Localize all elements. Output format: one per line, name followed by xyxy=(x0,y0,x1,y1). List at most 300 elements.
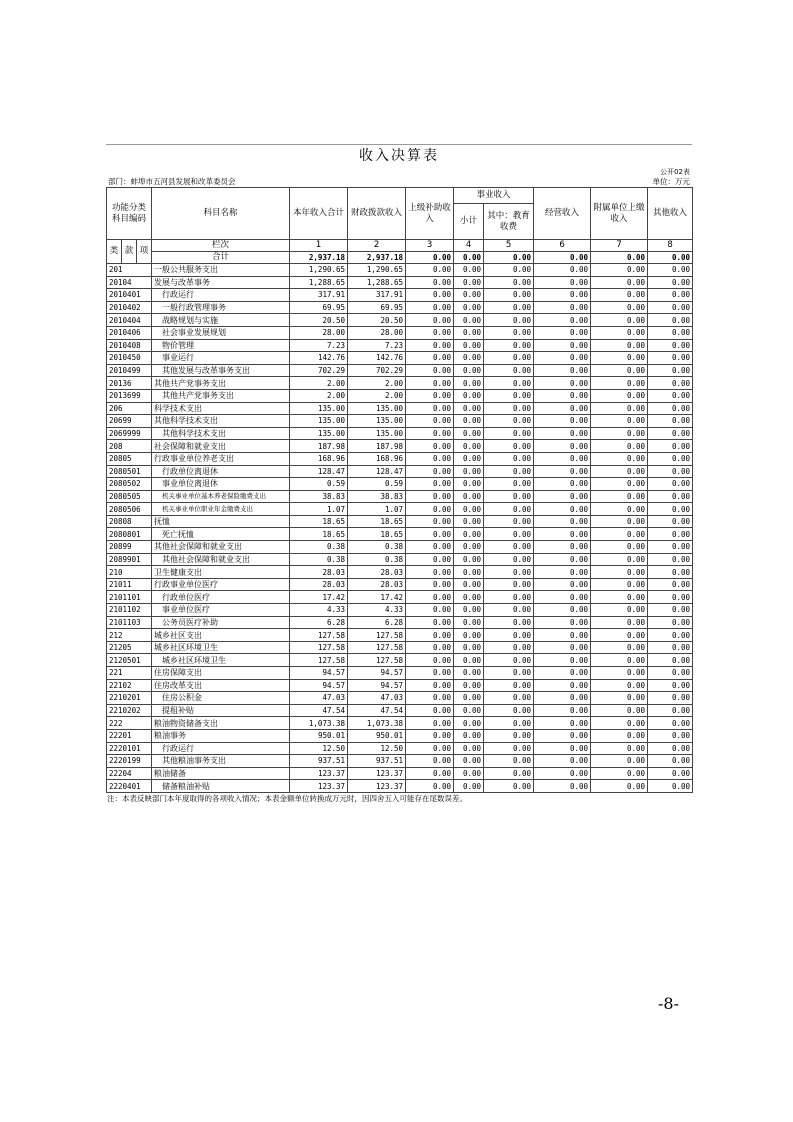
row-value: 0.00 xyxy=(534,490,591,503)
row-value: 6.28 xyxy=(290,616,348,629)
row-value: 0.00 xyxy=(406,616,454,629)
row-value: 0.00 xyxy=(484,679,534,692)
row-value: 0.00 xyxy=(591,616,648,629)
row-value: 142.76 xyxy=(290,352,348,365)
row-value: 0.00 xyxy=(591,326,648,339)
row-value: 702.29 xyxy=(290,364,348,377)
row-value: 0.00 xyxy=(406,440,454,453)
row-code: 212 xyxy=(107,629,152,642)
row-value: 12.50 xyxy=(290,742,348,755)
row-value: 0.00 xyxy=(406,729,454,742)
row-code: 201 xyxy=(107,264,152,277)
row-value: 0.00 xyxy=(454,301,484,314)
row-value: 47.54 xyxy=(290,704,348,717)
header-name: 科目名称 xyxy=(152,188,290,240)
table-row xyxy=(107,289,693,302)
row-value: 0.00 xyxy=(454,276,484,289)
row-value: 0.00 xyxy=(648,314,693,327)
row-value: 0.00 xyxy=(591,641,648,654)
row-name: 社会保障和就业支出 xyxy=(152,440,290,453)
header-column-label: 栏次 xyxy=(152,240,290,252)
row-name: 其他科学技术支出 xyxy=(152,415,290,428)
row-value: 18.65 xyxy=(290,528,348,541)
row-value: 0.00 xyxy=(591,704,648,717)
row-code: 20104 xyxy=(107,276,152,289)
row-value: 950.01 xyxy=(290,729,348,742)
total-value: 0.00 xyxy=(406,252,454,264)
row-value: 135.00 xyxy=(348,402,406,415)
table-row xyxy=(107,389,693,402)
table-row xyxy=(107,654,693,667)
row-code: 21011 xyxy=(107,578,152,591)
row-value: 0.00 xyxy=(454,289,484,302)
row-value: 0.00 xyxy=(484,402,534,415)
total-value: 0.00 xyxy=(454,252,484,264)
row-value: 0.00 xyxy=(534,465,591,478)
row-value: 0.00 xyxy=(591,415,648,428)
row-value: 0.00 xyxy=(406,641,454,654)
row-value: 0.00 xyxy=(534,780,591,793)
row-value: 0.00 xyxy=(648,301,693,314)
row-value: 69.95 xyxy=(290,301,348,314)
row-value: 135.00 xyxy=(290,427,348,440)
row-value: 28.03 xyxy=(290,566,348,579)
meta-row xyxy=(106,177,692,187)
table-row xyxy=(107,415,693,428)
row-value: 47.03 xyxy=(290,692,348,705)
header-superior: 上级补助收入 xyxy=(406,188,454,240)
row-code: 20808 xyxy=(107,515,152,528)
row-value: 127.58 xyxy=(348,654,406,667)
row-value: 135.00 xyxy=(348,415,406,428)
row-value: 0.00 xyxy=(406,339,454,352)
table-row xyxy=(107,729,693,742)
row-value: 0.00 xyxy=(406,301,454,314)
row-value: 0.00 xyxy=(591,301,648,314)
table-row xyxy=(107,490,693,503)
row-code: 22204 xyxy=(107,767,152,780)
row-value: 0.00 xyxy=(591,364,648,377)
row-value: 0.00 xyxy=(454,440,484,453)
row-value: 0.00 xyxy=(534,604,591,617)
col-number: 2 xyxy=(348,240,406,252)
row-value: 0.00 xyxy=(591,440,648,453)
row-name: 事业运行 xyxy=(152,352,290,365)
header-business-subtotal: 小计 xyxy=(454,204,484,240)
row-value: 123.37 xyxy=(290,780,348,793)
header-business-group: 事业收入 xyxy=(454,188,534,204)
row-value: 0.00 xyxy=(484,553,534,566)
total-value: 0.00 xyxy=(591,252,648,264)
row-value: 0.00 xyxy=(406,352,454,365)
row-value: 0.00 xyxy=(534,591,591,604)
row-name: 战略规划与实施 xyxy=(152,314,290,327)
row-value: 0.00 xyxy=(591,692,648,705)
row-value: 0.00 xyxy=(406,566,454,579)
row-value: 0.00 xyxy=(406,415,454,428)
row-value: 0.00 xyxy=(454,704,484,717)
row-value: 0.00 xyxy=(591,578,648,591)
table-row xyxy=(107,377,693,390)
total-value: 0.00 xyxy=(648,252,693,264)
row-code: 2210201 xyxy=(107,692,152,705)
row-value: 0.00 xyxy=(484,289,534,302)
row-value: 94.57 xyxy=(290,667,348,680)
row-value: 1,073.38 xyxy=(290,717,348,730)
table-row xyxy=(107,301,693,314)
row-value: 0.00 xyxy=(648,729,693,742)
row-value: 0.00 xyxy=(454,729,484,742)
table-row xyxy=(107,276,693,289)
row-value: 0.00 xyxy=(454,352,484,365)
row-value: 12.50 xyxy=(348,742,406,755)
table-row xyxy=(107,339,693,352)
row-name: 住房保障支出 xyxy=(152,667,290,680)
row-value: 0.00 xyxy=(648,478,693,491)
row-value: 0.00 xyxy=(454,452,484,465)
table-row xyxy=(107,692,693,705)
row-value: 0.00 xyxy=(534,289,591,302)
row-value: 0.00 xyxy=(484,704,534,717)
row-value: 0.00 xyxy=(648,541,693,554)
row-value: 0.00 xyxy=(591,755,648,768)
row-value: 0.00 xyxy=(484,503,534,516)
col-number: 5 xyxy=(484,240,534,252)
row-value: 0.00 xyxy=(454,679,484,692)
row-value: 0.00 xyxy=(534,402,591,415)
row-value: 0.00 xyxy=(454,566,484,579)
row-value: 0.00 xyxy=(454,616,484,629)
row-value: 0.00 xyxy=(454,692,484,705)
table-row xyxy=(107,629,693,642)
row-value: 128.47 xyxy=(348,465,406,478)
row-value: 0.00 xyxy=(534,767,591,780)
row-name: 科学技术支出 xyxy=(152,402,290,415)
row-value: 317.91 xyxy=(290,289,348,302)
table-row xyxy=(107,742,693,755)
row-value: 0.00 xyxy=(454,604,484,617)
row-value: 0.00 xyxy=(406,478,454,491)
row-value: 0.00 xyxy=(534,389,591,402)
row-code: 2080502 xyxy=(107,478,152,491)
row-value: 17.42 xyxy=(348,591,406,604)
row-value: 0.00 xyxy=(534,478,591,491)
row-value: 0.00 xyxy=(406,503,454,516)
row-value: 0.00 xyxy=(454,326,484,339)
table-row xyxy=(107,427,693,440)
row-value: 0.00 xyxy=(484,616,534,629)
row-value: 47.54 xyxy=(348,704,406,717)
row-value: 0.00 xyxy=(454,528,484,541)
row-name: 事业单位医疗 xyxy=(152,604,290,617)
row-value: 94.57 xyxy=(348,679,406,692)
row-value: 123.37 xyxy=(290,767,348,780)
row-value: 94.57 xyxy=(348,667,406,680)
row-value: 0.00 xyxy=(406,264,454,277)
row-code: 2080801 xyxy=(107,528,152,541)
row-value: 0.00 xyxy=(534,503,591,516)
row-value: 0.00 xyxy=(648,503,693,516)
row-value: 94.57 xyxy=(290,679,348,692)
table-row xyxy=(107,767,693,780)
row-value: 0.00 xyxy=(454,742,484,755)
row-value: 0.00 xyxy=(534,352,591,365)
row-value: 0.00 xyxy=(454,654,484,667)
row-name: 粮油物资储备支出 xyxy=(152,717,290,730)
row-name: 行政单位离退休 xyxy=(152,465,290,478)
row-value: 0.00 xyxy=(484,301,534,314)
row-name: 其他社会保障和就业支出 xyxy=(152,553,290,566)
row-value: 0.00 xyxy=(484,604,534,617)
row-value: 937.51 xyxy=(290,755,348,768)
row-value: 0.00 xyxy=(534,704,591,717)
row-value: 0.00 xyxy=(648,755,693,768)
row-value: 1.07 xyxy=(290,503,348,516)
header-business-edu: 其中：教育收费 xyxy=(484,204,534,240)
row-value: 0.00 xyxy=(454,389,484,402)
row-code: 2089901 xyxy=(107,553,152,566)
table-row xyxy=(107,264,693,277)
row-value: 0.00 xyxy=(648,289,693,302)
row-code: 2080505 xyxy=(107,490,152,503)
row-value: 0.00 xyxy=(534,641,591,654)
table-row xyxy=(107,591,693,604)
row-value: 0.00 xyxy=(591,465,648,478)
row-value: 0.00 xyxy=(484,541,534,554)
row-value: 0.00 xyxy=(591,339,648,352)
row-code: 2010450 xyxy=(107,352,152,365)
row-value: 0.00 xyxy=(648,389,693,402)
row-value: 18.65 xyxy=(290,515,348,528)
row-value: 0.00 xyxy=(648,629,693,642)
row-value: 0.00 xyxy=(454,364,484,377)
row-value: 0.00 xyxy=(484,717,534,730)
row-name: 其他社会保障和就业支出 xyxy=(152,541,290,554)
row-name: 城乡社区环境卫生 xyxy=(152,641,290,654)
row-value: 0.00 xyxy=(406,377,454,390)
row-value: 47.03 xyxy=(348,692,406,705)
row-value: 0.00 xyxy=(648,415,693,428)
row-value: 0.00 xyxy=(484,465,534,478)
row-value: 0.59 xyxy=(348,478,406,491)
row-value: 0.00 xyxy=(591,352,648,365)
row-value: 0.00 xyxy=(534,717,591,730)
row-value: 0.00 xyxy=(648,440,693,453)
row-code: 221 xyxy=(107,667,152,680)
row-value: 0.00 xyxy=(648,339,693,352)
row-value: 0.00 xyxy=(406,490,454,503)
row-value: 0.00 xyxy=(484,415,534,428)
row-value: 0.00 xyxy=(648,704,693,717)
row-value: 0.00 xyxy=(454,591,484,604)
row-value: 1,290.65 xyxy=(348,264,406,277)
page-number: -8- xyxy=(658,994,679,1013)
row-value: 0.00 xyxy=(648,452,693,465)
row-value: 4.33 xyxy=(348,604,406,617)
row-name: 住房改革支出 xyxy=(152,679,290,692)
row-value: 0.00 xyxy=(406,667,454,680)
row-value: 0.00 xyxy=(591,742,648,755)
table-row xyxy=(107,755,693,768)
row-value: 0.00 xyxy=(454,314,484,327)
row-value: 135.00 xyxy=(348,427,406,440)
header-affiliate: 附属单位上缴收入 xyxy=(591,188,648,240)
row-value: 38.83 xyxy=(290,490,348,503)
row-value: 1,290.65 xyxy=(290,264,348,277)
row-value: 0.00 xyxy=(591,389,648,402)
table-row xyxy=(107,541,693,554)
row-code: 20805 xyxy=(107,452,152,465)
row-value: 0.00 xyxy=(406,578,454,591)
row-value: 0.00 xyxy=(406,755,454,768)
row-value: 0.00 xyxy=(484,742,534,755)
row-code: 22102 xyxy=(107,679,152,692)
row-value: 0.00 xyxy=(454,490,484,503)
header-class: 类 xyxy=(107,240,122,264)
row-value: 0.00 xyxy=(484,528,534,541)
row-value: 0.00 xyxy=(406,767,454,780)
row-value: 0.00 xyxy=(648,654,693,667)
row-value: 0.00 xyxy=(534,755,591,768)
row-code: 22201 xyxy=(107,729,152,742)
row-value: 0.00 xyxy=(648,717,693,730)
row-value: 0.00 xyxy=(534,566,591,579)
row-name: 行政单位医疗 xyxy=(152,591,290,604)
row-name: 粮油事务 xyxy=(152,729,290,742)
row-value: 0.00 xyxy=(648,377,693,390)
row-value: 0.00 xyxy=(591,314,648,327)
row-value: 0.00 xyxy=(648,616,693,629)
row-value: 0.00 xyxy=(591,679,648,692)
row-value: 0.00 xyxy=(648,490,693,503)
row-code: 2220401 xyxy=(107,780,152,793)
row-code: 2120501 xyxy=(107,654,152,667)
col-number: 1 xyxy=(290,240,348,252)
row-value: 0.00 xyxy=(484,654,534,667)
total-value: 0.00 xyxy=(484,252,534,264)
row-value: 127.58 xyxy=(348,641,406,654)
row-code: 21205 xyxy=(107,641,152,654)
row-name: 死亡抚恤 xyxy=(152,528,290,541)
row-value: 317.91 xyxy=(348,289,406,302)
row-value: 0.00 xyxy=(648,528,693,541)
row-code: 2220101 xyxy=(107,742,152,755)
row-value: 0.00 xyxy=(406,654,454,667)
row-value: 0.00 xyxy=(454,415,484,428)
row-value: 0.00 xyxy=(454,427,484,440)
row-name: 提租补贴 xyxy=(152,704,290,717)
row-value: 0.00 xyxy=(648,679,693,692)
row-value: 0.00 xyxy=(406,289,454,302)
row-value: 0.00 xyxy=(484,389,534,402)
row-value: 0.00 xyxy=(484,478,534,491)
row-value: 7.23 xyxy=(290,339,348,352)
row-code: 210 xyxy=(107,566,152,579)
row-value: 127.58 xyxy=(290,629,348,642)
row-code: 20699 xyxy=(107,415,152,428)
row-value: 0.00 xyxy=(534,452,591,465)
row-name: 城乡社区支出 xyxy=(152,629,290,642)
row-value: 6.28 xyxy=(348,616,406,629)
row-value: 69.95 xyxy=(348,301,406,314)
row-name: 住房公积金 xyxy=(152,692,290,705)
row-value: 2.00 xyxy=(290,389,348,402)
row-code: 2220199 xyxy=(107,755,152,768)
row-value: 0.00 xyxy=(648,767,693,780)
row-value: 0.00 xyxy=(406,679,454,692)
table-row xyxy=(107,616,693,629)
header-total: 本年收入合计 xyxy=(290,188,348,240)
row-value: 0.00 xyxy=(484,427,534,440)
row-value: 0.00 xyxy=(454,377,484,390)
row-value: 702.29 xyxy=(348,364,406,377)
row-value: 0.00 xyxy=(454,629,484,642)
row-value: 123.37 xyxy=(348,767,406,780)
row-code: 2101103 xyxy=(107,616,152,629)
row-value: 0.00 xyxy=(591,452,648,465)
row-value: 0.00 xyxy=(484,490,534,503)
row-name: 其他共产党事务支出 xyxy=(152,389,290,402)
row-value: 0.00 xyxy=(648,692,693,705)
row-value: 0.00 xyxy=(534,314,591,327)
row-code: 20899 xyxy=(107,541,152,554)
income-table xyxy=(106,187,693,793)
row-value: 0.00 xyxy=(534,578,591,591)
row-value: 0.00 xyxy=(406,364,454,377)
row-code: 2010401 xyxy=(107,289,152,302)
row-value: 123.37 xyxy=(348,780,406,793)
row-value: 0.00 xyxy=(591,591,648,604)
row-value: 0.00 xyxy=(534,364,591,377)
row-value: 0.00 xyxy=(406,541,454,554)
department-label: 部门：蚌埠市五河县发展和改革委员会 xyxy=(108,177,236,186)
row-value: 17.42 xyxy=(290,591,348,604)
row-value: 0.00 xyxy=(406,465,454,478)
row-value: 0.00 xyxy=(648,276,693,289)
row-name: 城乡社区环境卫生 xyxy=(152,654,290,667)
row-value: 127.58 xyxy=(290,641,348,654)
row-name: 行政运行 xyxy=(152,289,290,302)
row-value: 0.00 xyxy=(484,780,534,793)
table-row xyxy=(107,515,693,528)
row-value: 0.00 xyxy=(648,465,693,478)
row-name: 其他粮油事务支出 xyxy=(152,755,290,768)
table-row xyxy=(107,503,693,516)
row-code: 2013699 xyxy=(107,389,152,402)
row-value: 0.00 xyxy=(484,339,534,352)
row-value: 0.59 xyxy=(290,478,348,491)
table-row xyxy=(107,452,693,465)
row-name: 事业单位离退休 xyxy=(152,478,290,491)
row-value: 0.00 xyxy=(591,717,648,730)
row-name: 机关事业单位基本养老保险缴费支出 xyxy=(152,490,290,503)
row-value: 0.00 xyxy=(534,742,591,755)
row-value: 1,073.38 xyxy=(348,717,406,730)
row-value: 0.00 xyxy=(454,541,484,554)
row-code: 2069999 xyxy=(107,427,152,440)
header-item: 项 xyxy=(137,240,152,264)
row-value: 0.00 xyxy=(484,452,534,465)
row-value: 142.76 xyxy=(348,352,406,365)
row-value: 0.00 xyxy=(648,402,693,415)
row-value: 18.65 xyxy=(348,515,406,528)
row-code: 2010499 xyxy=(107,364,152,377)
row-value: 0.00 xyxy=(648,667,693,680)
row-value: 0.00 xyxy=(591,515,648,528)
row-value: 0.00 xyxy=(454,553,484,566)
row-value: 0.00 xyxy=(534,264,591,277)
row-value: 0.00 xyxy=(534,654,591,667)
